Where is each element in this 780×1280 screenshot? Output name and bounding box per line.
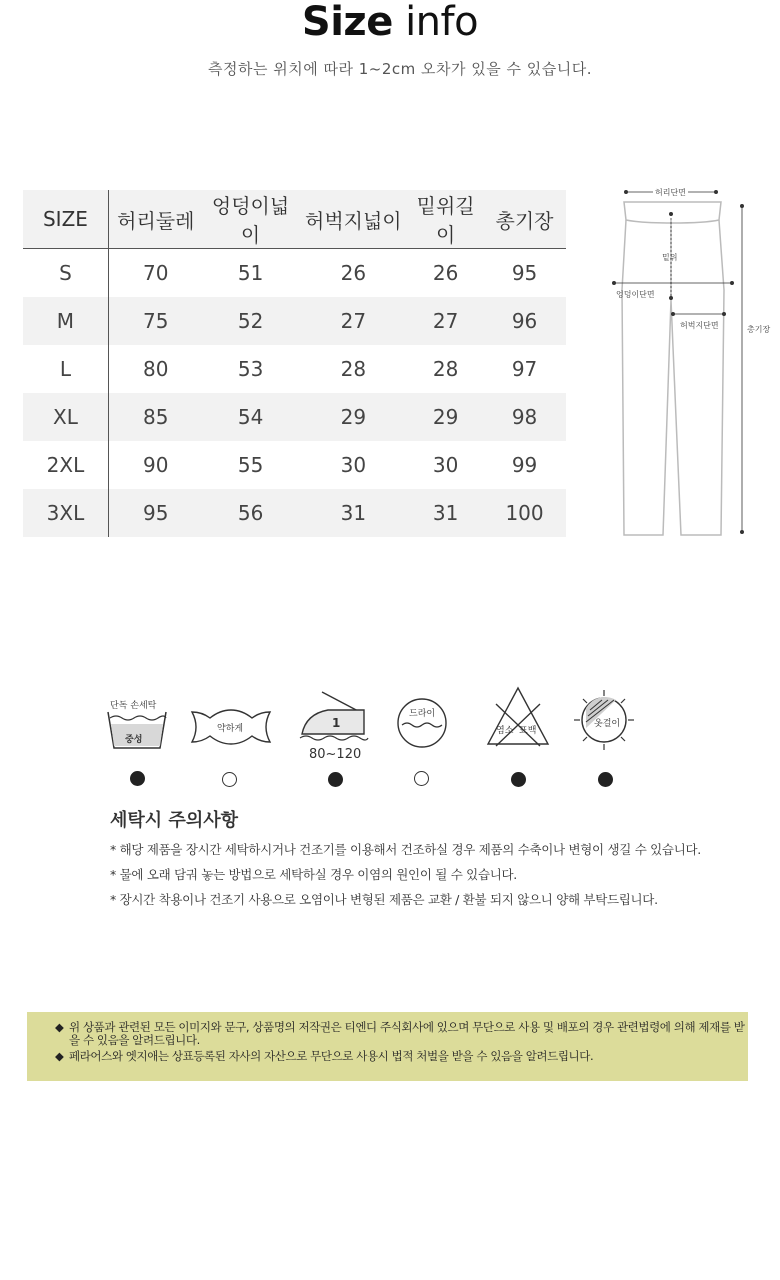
care-note: * 물에 오래 담궈 놓는 방법으로 세탁하실 경우 이염의 원인이 될 수 있습니다. [110, 867, 517, 882]
length-cell: 100 [505, 500, 544, 525]
notice-line [55, 1021, 748, 1047]
rise-cell: 27 [432, 308, 459, 333]
no-bleach-selected-dot [511, 772, 526, 787]
rise-cell: 26 [432, 260, 459, 285]
care-note: * 해당 제품을 장시간 세탁하시거나 건조기를 이용해서 건조하실 경우 제품의 수축이나 변형이 생길 수 있습니다. [110, 842, 701, 857]
hip-cell: 53 [237, 356, 264, 381]
care-title: 세탁시 주의사항 [110, 810, 238, 831]
col-header-thigh: 허벅지넓이 [298, 190, 408, 249]
copyright-notice [27, 1012, 748, 1081]
table-row [23, 441, 566, 489]
waist-cell: 75 [143, 308, 169, 333]
size-cell: L [23, 345, 108, 393]
hand-wash-selected-dot [130, 771, 145, 786]
rise-label: 밑위 [662, 253, 678, 262]
waist-cell: 90 [143, 452, 169, 477]
waist-cell: 85 [143, 404, 169, 429]
waist-cell: 95 [143, 500, 169, 525]
diamond-bullet-icon: ◆ [55, 1020, 64, 1034]
rise-cell: 28 [432, 356, 459, 381]
diamond-bullet-icon: ◆ [55, 1049, 64, 1063]
waist-cell: 80 [143, 356, 169, 381]
dry-clean-icon [396, 697, 448, 749]
iron-level-label: 1 [332, 716, 341, 730]
size-table [23, 190, 566, 537]
size-cell: 3XL [23, 489, 108, 537]
thigh-cell: 30 [340, 452, 367, 477]
mild-wring-icon [190, 704, 272, 750]
col-header-length: 총기장 [483, 190, 566, 249]
rise-cell: 31 [432, 500, 459, 525]
measurement-note: 측정하는 위치에 따라 1~2cm 오차가 있을 수 있습니다. [208, 60, 592, 78]
col-header-rise: 밑위길이 [408, 190, 483, 249]
hip-cell: 51 [237, 260, 264, 285]
length-cell: 96 [511, 308, 538, 333]
col-header-size: SIZE [23, 190, 108, 249]
shade-dry-label: 옷걸이 [594, 719, 621, 729]
hip-cell: 55 [237, 452, 264, 477]
hip-cell: 52 [237, 308, 264, 333]
thigh-cell: 29 [340, 404, 367, 429]
mild-wring-label: 약하게 [217, 724, 244, 734]
no-bleach-icon [486, 686, 550, 748]
iron-selected-dot [328, 772, 343, 787]
title-light: info [405, 0, 479, 45]
mild-wring-unselected-dot [222, 772, 237, 787]
hip-cell: 54 [237, 404, 264, 429]
table-row [23, 297, 566, 345]
size-cell: S [23, 249, 108, 297]
dry-clean-unselected-dot [414, 771, 429, 786]
size-cell: XL [23, 393, 108, 441]
hip-cell: 56 [237, 500, 264, 525]
table-row [23, 249, 566, 297]
thigh-cell: 28 [340, 356, 367, 381]
iron-icon [298, 690, 370, 766]
pants-outline-icon [600, 180, 780, 550]
dry-clean-label: 드라이 [409, 709, 436, 719]
rise-cell: 29 [432, 404, 459, 429]
hand-wash-inner-label: 중성 [125, 735, 143, 745]
col-header-hip: 엉덩이넓이 [203, 190, 299, 249]
length-label: 총기장 [747, 325, 771, 334]
pants-diagram [600, 180, 780, 550]
length-cell: 98 [511, 404, 538, 429]
hand-wash-icon [104, 696, 170, 752]
no-bleach-left-label: 염소 [496, 726, 514, 736]
notice-line [55, 1050, 748, 1063]
no-bleach-right-label: 표백 [519, 726, 537, 736]
length-cell: 95 [511, 260, 538, 285]
waist-section-label: 허리단면 [655, 188, 686, 197]
shade-dry-selected-dot [598, 772, 613, 787]
hand-wash-top-label: 단독 손세탁 [110, 701, 157, 711]
notice-text: 페라어스와 엣지애는 상표등록된 자사의 자산으로 무단으로 사용시 법적 처벌을 받을 수 있음을 알려드립니다. [69, 1049, 594, 1063]
table-row [23, 393, 566, 441]
thigh-cell: 31 [340, 500, 367, 525]
hip-section-label: 엉덩이단면 [616, 290, 655, 299]
iron-temp-label: 80~120 [309, 747, 362, 762]
waist-cell: 70 [143, 260, 169, 285]
length-cell: 97 [511, 356, 538, 381]
thigh-section-label: 허벅지단면 [680, 321, 719, 330]
title-bold: Size [301, 0, 393, 45]
notice-text: 위 상품과 관련된 모든 이미지와 문구, 상품명의 저작권은 티엔디 주식회사에 있으며 무단으로 사용 및 배포의 경우 관련법령에 의해 제재를 받을 수 있음을 알려드립니다. [69, 1020, 745, 1047]
table-row [23, 489, 566, 537]
size-cell: 2XL [23, 441, 108, 489]
size-cell: M [23, 297, 108, 345]
thigh-cell: 26 [340, 260, 367, 285]
shade-dry-icon [572, 688, 636, 752]
page-title [0, 0, 780, 44]
col-header-waist: 허리둘레 [108, 190, 202, 249]
rise-cell: 30 [432, 452, 459, 477]
table-header-row [23, 190, 566, 249]
care-note: * 장시간 착용이나 건조기 사용으로 오염이나 변형된 제품은 교환 / 환불 되지 않으니 양해 부탁드립니다. [110, 892, 658, 907]
thigh-cell: 27 [340, 308, 367, 333]
length-cell: 99 [511, 452, 538, 477]
table-row [23, 345, 566, 393]
care-notes [110, 841, 701, 916]
